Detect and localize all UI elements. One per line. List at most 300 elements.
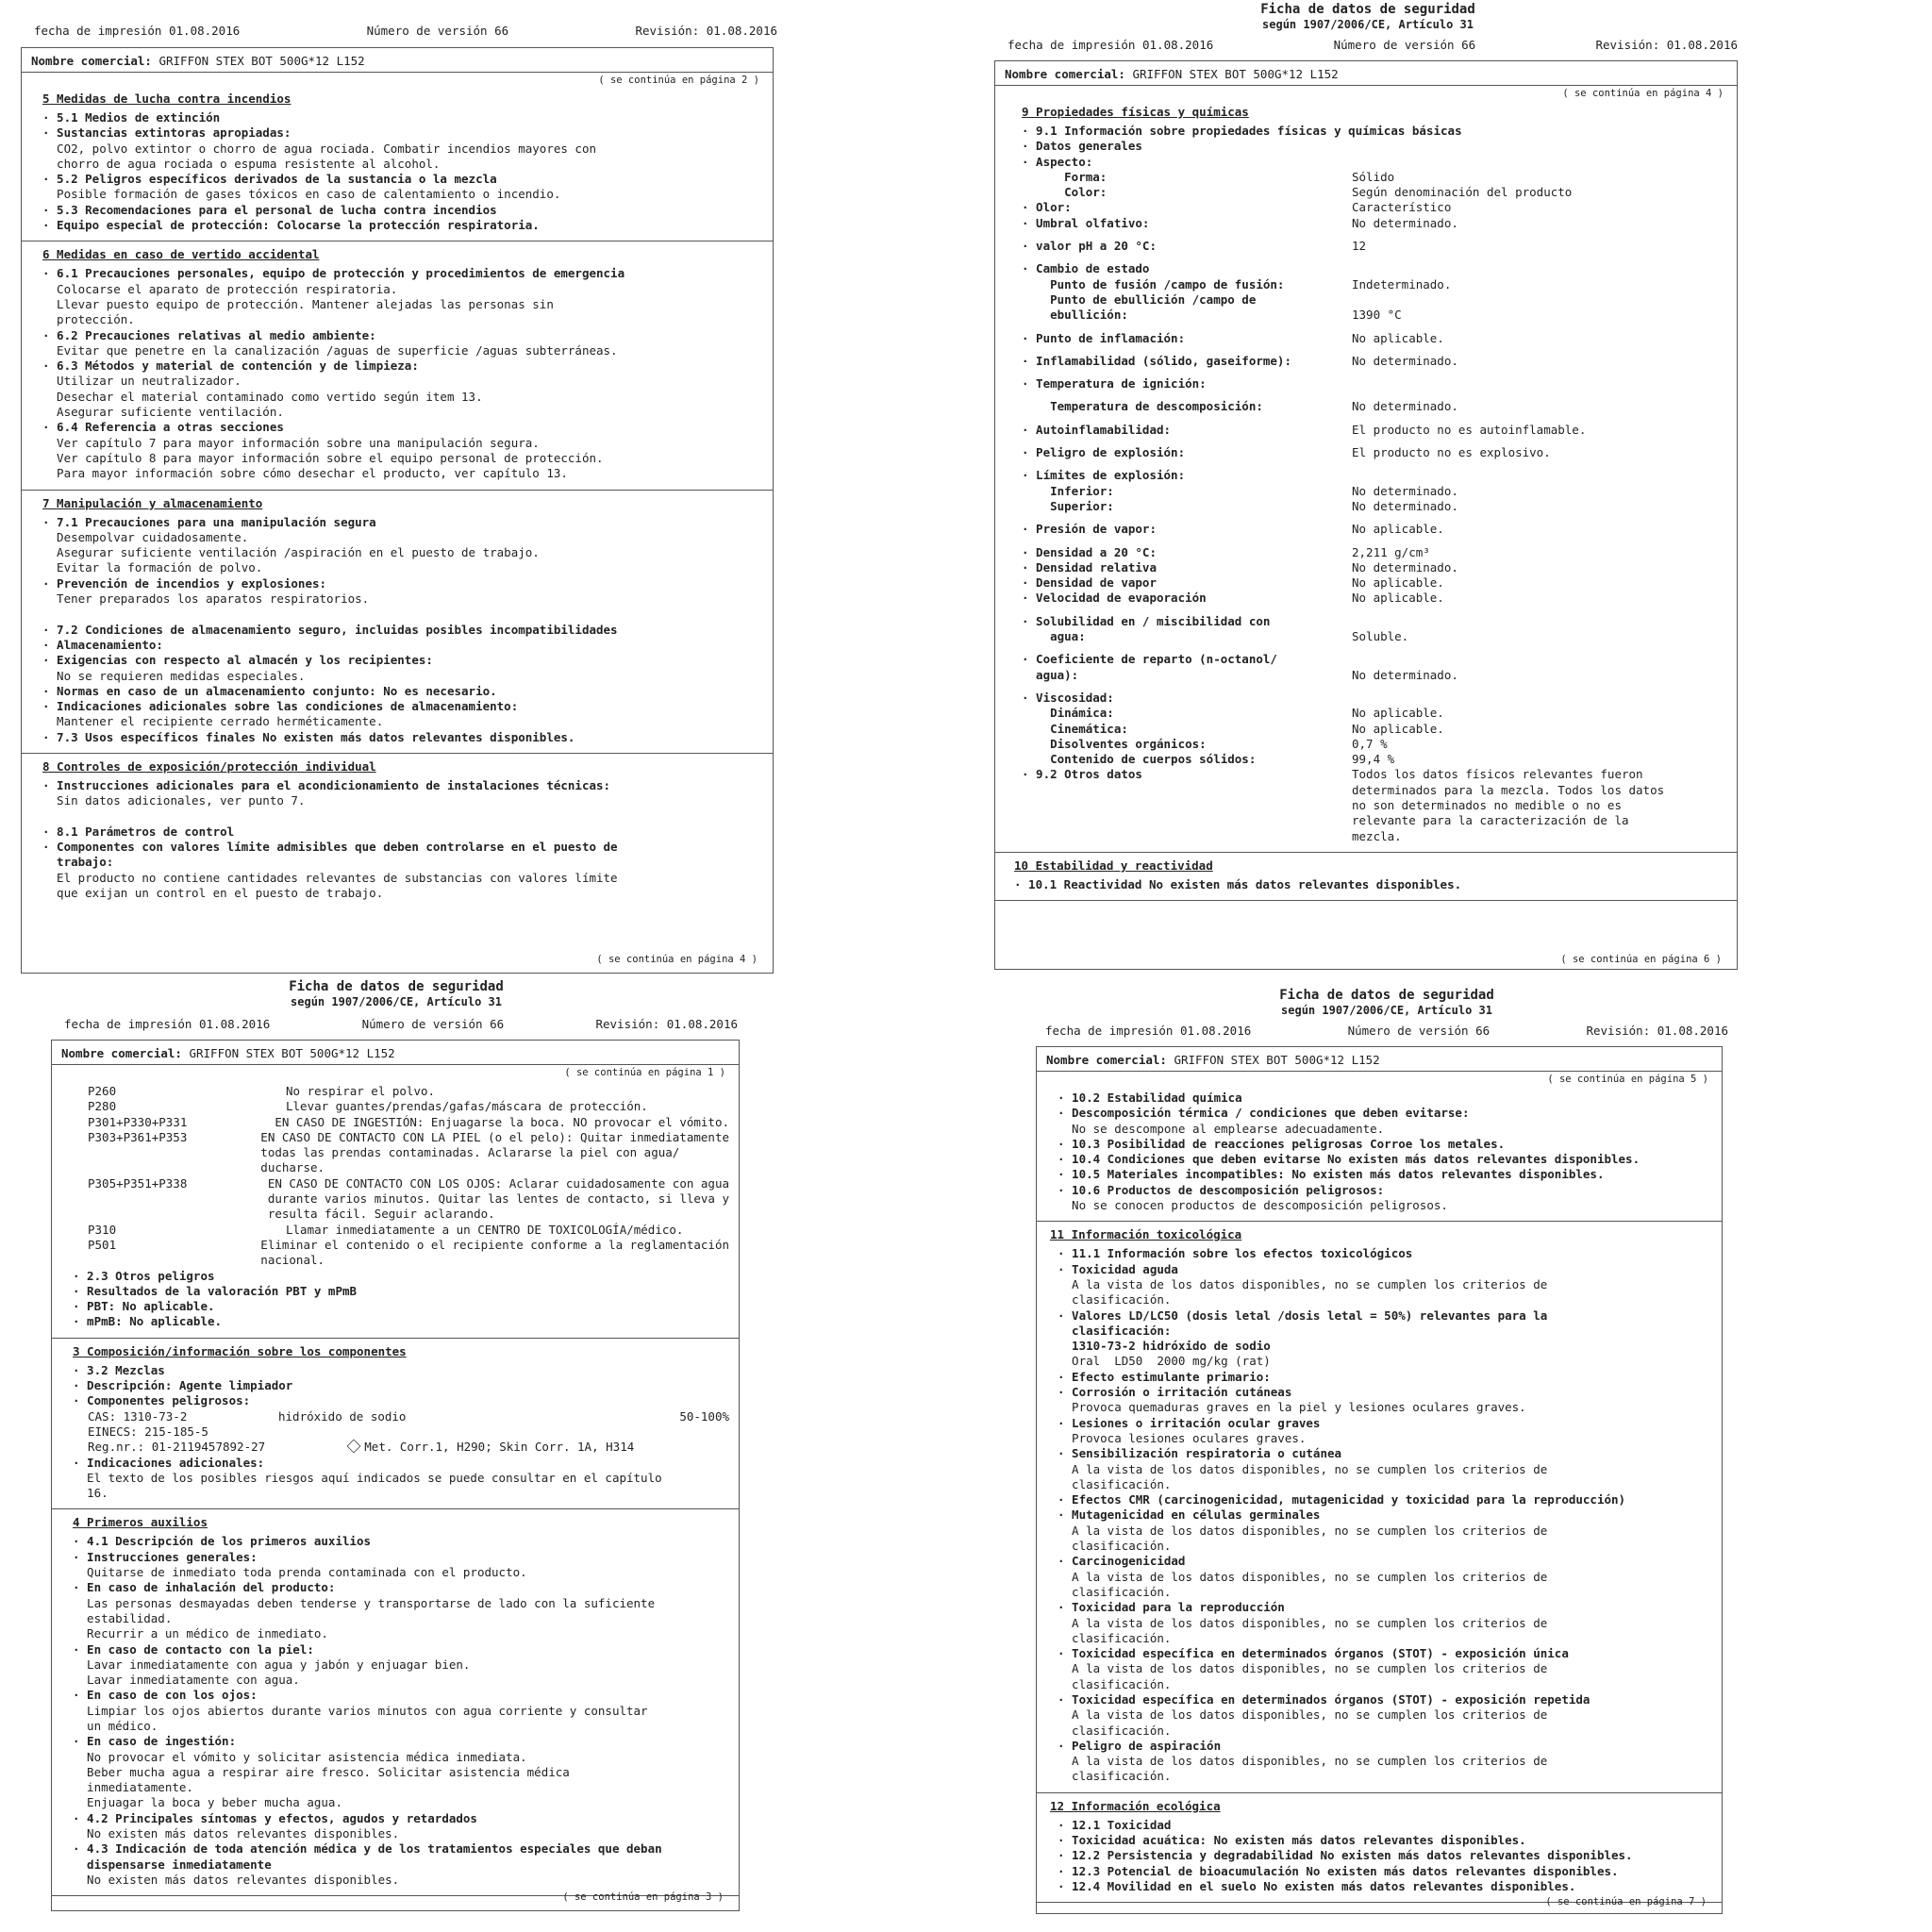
text-line: No se conocen productos de descomposición peligrosos. bbox=[1058, 1198, 1448, 1213]
component-reg: Reg.nr.: 01-2119457892-27 bbox=[88, 1440, 266, 1455]
text-line: clasificación. bbox=[1058, 1723, 1172, 1738]
text-line: estabilidad. bbox=[73, 1610, 173, 1625]
property-key: · 9.2 Otros datos bbox=[1022, 767, 1142, 782]
section-10-cont bbox=[1037, 1085, 1722, 1222]
text-line: · Sustancias extintoras apropiadas: bbox=[42, 125, 291, 141]
document-title bbox=[1170, 2, 1566, 32]
property-row bbox=[1022, 277, 1727, 292]
property-row bbox=[1022, 652, 1727, 667]
text-line: Evitar la formación de polvo. bbox=[42, 560, 263, 575]
property-value: No determinado. bbox=[1352, 559, 1458, 575]
text-line: · En caso de con los ojos: bbox=[73, 1688, 258, 1703]
text-line: · Descomposición térmica / condiciones que deben evitarse: bbox=[1058, 1106, 1470, 1121]
component-name: hidróxido de sodio bbox=[278, 1408, 407, 1424]
text-line: · Almacenamiento: bbox=[42, 637, 163, 652]
text-line: clasificación. bbox=[1058, 1539, 1172, 1554]
property-value: 1390 °C bbox=[1352, 308, 1402, 323]
property-value: No determinado. bbox=[1352, 667, 1458, 682]
trade-name-row bbox=[1037, 1047, 1722, 1072]
property-value: Soluble. bbox=[1352, 629, 1409, 644]
text-line: Tener preparados los aparatos respiratorios. bbox=[42, 591, 370, 607]
text-line: · 6.4 Referencia a otras secciones bbox=[42, 420, 284, 435]
text-line: · Toxicidad para la reproducción bbox=[1058, 1600, 1285, 1615]
version-number: Número de versión 66 bbox=[1347, 1024, 1491, 1038]
property-row bbox=[1022, 737, 1727, 752]
text-line: Sin datos adicionales, ver punto 7. bbox=[42, 793, 306, 808]
property-row bbox=[1022, 545, 1727, 560]
property-row bbox=[1022, 591, 1727, 606]
property-value: No aplicable. bbox=[1352, 522, 1444, 537]
continues-to: ( se continúa en página 7 ) bbox=[1545, 1896, 1707, 1907]
property-key: · Aspecto: bbox=[1022, 154, 1093, 169]
section-10 bbox=[995, 853, 1737, 901]
text-line: · 5.3 Recomendaciones para el personal de lucha contra incendios bbox=[42, 202, 497, 217]
property-key: Temperatura de descomposición: bbox=[1022, 399, 1263, 414]
section-12 bbox=[1037, 1793, 1722, 1903]
version-number: Número de versión 66 bbox=[366, 24, 509, 38]
text-line: Lavar inmediatamente con agua. bbox=[73, 1673, 300, 1688]
version-number: Número de versión 66 bbox=[361, 1017, 505, 1031]
text-line: protección. bbox=[42, 312, 135, 327]
text-line: · 12.3 Potencial de bioacumulación No existen más datos relevantes disponibles. bbox=[1058, 1863, 1619, 1878]
text-line: Asegurar suficiente ventilación /aspiración en el puesto de trabajo. bbox=[42, 545, 540, 560]
text-line: A la vista de los datos disponibles, no se cumplen los criterios de bbox=[1058, 1754, 1548, 1769]
document-subtitle: según 1907/2006/CE, Artículo 31 bbox=[291, 995, 502, 1008]
section-3-lines bbox=[73, 1363, 729, 1409]
section bbox=[22, 242, 773, 490]
page-top-left bbox=[19, 19, 792, 976]
precaution-code: P501 bbox=[88, 1237, 117, 1252]
continues-to: ( se continúa en página 6 ) bbox=[1560, 954, 1722, 965]
text-line: El producto no contiene cantidades relevantes de substancias con valores límite bbox=[42, 870, 618, 885]
precaution-row bbox=[88, 1115, 729, 1130]
text-line: inmediatamente. bbox=[73, 1780, 193, 1795]
property-key: agua): bbox=[1022, 667, 1079, 682]
text-line: No se requieren medidas especiales. bbox=[42, 668, 306, 683]
precaution-text: EN CASO DE CONTACTO CON LOS OJOS: Aclarar cuidadosamente con agua durante varios minutos. Quitar las lentes de contacto, si lleva y resulta fácil. Seguir aclarando. bbox=[267, 1175, 729, 1222]
text-line: A la vista de los datos disponibles, no se cumplen los criterios de bbox=[1058, 1569, 1548, 1584]
text-line: No se descompone al emplearse adecuadamente. bbox=[1058, 1121, 1385, 1136]
property-key: · Olor: bbox=[1022, 200, 1072, 215]
precaution-row bbox=[88, 1176, 729, 1223]
text-line: · Instrucciones adicionales para el acondicionamiento de instalaciones técnicas: bbox=[42, 777, 611, 792]
continued-from: ( se continúa en página 2 ) bbox=[598, 75, 759, 86]
property-key: Contenido de cuerpos sólidos: bbox=[1022, 752, 1257, 767]
text-line: · Normas en caso de un almacenamiento conjunto: No es necesario. bbox=[42, 683, 497, 698]
text-line: Posible formación de gases tóxicos en caso de calentamiento o incendio. bbox=[42, 187, 561, 202]
section-body bbox=[42, 515, 763, 745]
text-line: Limpiar los ojos abiertos durante varios minutos con agua corriente y consultar bbox=[73, 1703, 648, 1718]
section-heading: 4 Primeros auxilios bbox=[73, 1515, 208, 1530]
section-heading: 3 Composición/información sobre los componentes bbox=[73, 1343, 407, 1358]
text-line: El texto de los posibles riesgos aquí indicados se puede consultar en el capítulo bbox=[73, 1470, 662, 1485]
text-line: · Lesiones o irritación ocular graves bbox=[1058, 1415, 1321, 1430]
text-line: · 7.3 Usos específicos finales No existen más datos relevantes disponibles. bbox=[42, 729, 575, 744]
text-line: · Resultados de la valoración PBT y mPmB bbox=[73, 1283, 358, 1298]
text-line: · Indicaciones adicionales sobre las condiciones de almacenamiento: bbox=[42, 699, 519, 714]
text-line: Desempolvar cuidadosamente. bbox=[42, 529, 249, 544]
section-11 bbox=[1037, 1222, 1722, 1792]
section-heading: 10 Estabilidad y reactividad bbox=[1014, 858, 1213, 873]
property-row bbox=[1022, 185, 1727, 200]
section-12-lines bbox=[1050, 1818, 1712, 1894]
continued-from: ( se continúa en página 1 ) bbox=[564, 1067, 725, 1078]
property-key: Punto de fusión /campo de fusión: bbox=[1022, 276, 1285, 291]
section-heading: 11 Información toxicológica bbox=[1050, 1227, 1242, 1242]
component-row bbox=[73, 1409, 729, 1456]
continues-to: ( se continúa en página 3 ) bbox=[562, 1891, 724, 1903]
property-row bbox=[1022, 767, 1727, 843]
section-11-lines bbox=[1050, 1246, 1712, 1784]
section-body bbox=[42, 266, 763, 481]
property-key: Superior: bbox=[1022, 498, 1114, 513]
text-line: · En caso de inhalación del producto: bbox=[73, 1580, 336, 1595]
text-line: · 12.1 Toxicidad bbox=[1058, 1817, 1172, 1832]
text-line: · 2.3 Otros peligros bbox=[73, 1268, 215, 1283]
trade-name: GRIFFON STEX BOT 500G*12 L152 bbox=[158, 54, 365, 68]
text-line: · Componentes con valores límite admisibles que deben controlarse en el puesto de bbox=[42, 840, 618, 855]
precaution-row bbox=[88, 1084, 729, 1099]
text-line: · Sensibilización respiratoria o cutánea bbox=[1058, 1446, 1342, 1461]
property-row bbox=[1022, 331, 1727, 346]
text-line: Colocarse el aparato de protección respiratoria. bbox=[42, 281, 398, 296]
revision-date: Revisión: 01.08.2016 bbox=[1586, 1024, 1728, 1038]
property-row bbox=[1022, 706, 1727, 721]
text-line: 1310-73-2 hidróxido de sodio bbox=[1058, 1339, 1271, 1354]
document-title-text: Ficha de datos de seguridad bbox=[289, 979, 504, 994]
precaution-text: Llevar guantes/prendas/gafas/máscara de protección. bbox=[286, 1099, 648, 1114]
property-value: No aplicable. bbox=[1352, 721, 1444, 736]
property-row bbox=[1022, 614, 1727, 629]
trade-name-label: Nombre comercial: bbox=[1005, 67, 1125, 81]
text-line: · Exigencias con respecto al almacén y los recipientes: bbox=[42, 653, 433, 668]
version-number: Número de versión 66 bbox=[1333, 38, 1476, 52]
property-key: Cinemática: bbox=[1022, 721, 1128, 736]
property-row bbox=[1022, 139, 1727, 154]
property-row bbox=[1022, 170, 1727, 185]
section-heading: 9 Propiedades físicas y químicas bbox=[1022, 105, 1249, 119]
property-row bbox=[1022, 468, 1727, 483]
property-key: · Datos generales bbox=[1022, 139, 1142, 154]
precaution-row bbox=[88, 1099, 729, 1114]
text-line: · PBT: No aplicable. bbox=[73, 1299, 215, 1314]
text-line: 16. bbox=[73, 1486, 108, 1501]
property-key: · Solubilidad en / miscibilidad con bbox=[1022, 613, 1271, 628]
property-key: Color: bbox=[1022, 185, 1108, 200]
component-classes bbox=[273, 1424, 634, 1471]
continues-to: ( se continúa en página 4 ) bbox=[596, 954, 758, 965]
property-value: No determinado. bbox=[1352, 399, 1458, 414]
text-line: Recurrir a un médico de inmediato. bbox=[73, 1626, 328, 1641]
text-line: Lavar inmediatamente con agua y jabón y enjuagar bien. bbox=[73, 1657, 471, 1672]
property-value: Según denominación del producto bbox=[1352, 185, 1573, 200]
text-line: Evitar que penetre en la canalización /aguas de superficie /aguas subterráneas. bbox=[42, 342, 618, 358]
property-value: Todos los datos físicos relevantes fueron determinados para la mezcla. Todos los datos no son determinados no medible o no es relevante para la caracterización de la mezcla. bbox=[1352, 767, 1665, 843]
text-line: clasificación. bbox=[1058, 1676, 1172, 1691]
text-line: · 6.1 Precauciones personales, equipo de protección y procedimientos de emergencia bbox=[42, 266, 625, 281]
section-4 bbox=[52, 1509, 739, 1896]
text-line: Mantener el recipiente cerrado herméticamente. bbox=[42, 714, 384, 729]
text-line: · 4.1 Descripción de los primeros auxilios bbox=[73, 1534, 372, 1549]
property-value: No aplicable. bbox=[1352, 591, 1444, 606]
property-key: · Inflamabilidad (sólido, gaseiforme): bbox=[1022, 353, 1291, 368]
property-value: Sólido bbox=[1352, 169, 1395, 184]
property-row bbox=[1022, 445, 1727, 460]
precaution-row bbox=[88, 1223, 729, 1238]
text-line: · Carcinogenicidad bbox=[1058, 1554, 1186, 1569]
precaution-code: P303+P361+P353 bbox=[88, 1129, 188, 1144]
text-line: · Instrucciones generales: bbox=[73, 1549, 258, 1564]
precaution-text: EN CASO DE CONTACTO CON LA PIEL (o el pelo): Quitar inmediatamente todas las prendas contaminadas. Aclararse la piel con agua/ ducharse. bbox=[260, 1129, 729, 1175]
page-meta bbox=[64, 1017, 738, 1031]
page-frame bbox=[51, 1040, 740, 1911]
print-date: fecha de impresión 01.08.2016 bbox=[1045, 1024, 1252, 1038]
section-body bbox=[42, 110, 763, 233]
precaution-text: No respirar el polvo. bbox=[286, 1084, 436, 1098]
component-classes-text: Met. Corr.1, H290; Skin Corr. 1A, H314 bbox=[364, 1439, 635, 1454]
text-line: · 4.2 Principales síntomas y efectos, agudos y retardados bbox=[73, 1810, 477, 1825]
property-key: · Autoinflamabilidad: bbox=[1022, 422, 1172, 437]
text-line: · Equipo especial de protección: Colocarse la protección respiratoria. bbox=[42, 218, 540, 233]
text-line bbox=[42, 607, 763, 622]
text-line: Las personas desmayadas deben tenderse y transportarse de lado con la suficiente bbox=[73, 1595, 656, 1610]
page-frame bbox=[1036, 1046, 1723, 1914]
property-row bbox=[1022, 423, 1727, 438]
text-line: · 10.2 Estabilidad química bbox=[1058, 1091, 1242, 1105]
section-heading: 12 Información ecológica bbox=[1050, 1798, 1221, 1813]
text-line: · En caso de ingestión: bbox=[73, 1734, 237, 1749]
text-line: · 6.2 Precauciones relativas al medio ambiente: bbox=[42, 327, 376, 342]
text-line: trabajo: bbox=[42, 855, 114, 870]
property-key: · valor pH a 20 °C: bbox=[1022, 239, 1157, 254]
property-row bbox=[1022, 691, 1727, 706]
text-line: dispensarse inmediatamente bbox=[73, 1857, 272, 1872]
property-key: · 9.1 Información sobre propiedades físicas y químicas básicas bbox=[1022, 124, 1462, 138]
property-row bbox=[1022, 239, 1727, 254]
property-value: No determinado. bbox=[1352, 498, 1458, 513]
property-value: 12 bbox=[1352, 239, 1367, 254]
trade-name-label: Nombre comercial: bbox=[31, 54, 152, 68]
trade-name-label: Nombre comercial: bbox=[1046, 1053, 1167, 1067]
text-line: Ver capítulo 8 para mayor información sobre el equipo personal de protección. bbox=[42, 450, 604, 465]
section-body bbox=[42, 778, 763, 901]
property-key: Inferior: bbox=[1022, 483, 1114, 498]
property-row bbox=[1022, 629, 1727, 644]
precaution-code: P280 bbox=[88, 1099, 117, 1114]
text-line: · Efecto estimulante primario: bbox=[1058, 1369, 1271, 1384]
page-meta bbox=[34, 24, 777, 38]
property-row bbox=[1022, 399, 1727, 414]
property-row bbox=[1022, 216, 1727, 231]
text-line: · Toxicidad acuática: No existen más datos relevantes disponibles. bbox=[1058, 1833, 1526, 1848]
page-frame bbox=[21, 47, 774, 974]
precaution-code: P260 bbox=[88, 1084, 117, 1098]
document-subtitle: según 1907/2006/CE, Artículo 31 bbox=[1281, 1004, 1492, 1017]
text-line: A la vista de los datos disponibles, no se cumplen los criterios de bbox=[1058, 1615, 1548, 1630]
precaution-code: P310 bbox=[88, 1222, 117, 1237]
property-row bbox=[1022, 200, 1727, 215]
document-title-text: Ficha de datos de seguridad bbox=[1279, 988, 1494, 1003]
text-line: · Indicaciones adicionales: bbox=[73, 1455, 265, 1470]
component-range: 50-100% bbox=[679, 1408, 729, 1424]
page-frame bbox=[994, 60, 1738, 970]
property-key: · Densidad relativa bbox=[1022, 559, 1157, 575]
property-key: · Presión de vapor: bbox=[1022, 522, 1157, 537]
text-line: Oral LD50 2000 mg/kg (rat) bbox=[1058, 1354, 1271, 1369]
text-line: clasificación. bbox=[1058, 1476, 1172, 1491]
property-key: Disolventes orgánicos: bbox=[1022, 736, 1207, 751]
property-row bbox=[1022, 575, 1727, 591]
section-heading: 6 Medidas en caso de vertido accidental bbox=[42, 247, 320, 262]
property-key: · Temperatura de ignición: bbox=[1022, 376, 1207, 391]
text-line: · Toxicidad aguda bbox=[1058, 1261, 1178, 1276]
page-bottom-left bbox=[38, 977, 755, 1921]
text-line: · Toxicidad específica en determinados órganos (STOT) - exposición repetida bbox=[1058, 1691, 1591, 1707]
text-line: Beber mucha agua a respirar aire fresco. Solicitar asistencia médica bbox=[73, 1764, 570, 1779]
property-row bbox=[1022, 499, 1727, 514]
text-line: · 8.1 Parámetros de control bbox=[42, 824, 235, 839]
section-10-lines bbox=[1058, 1091, 1712, 1213]
trade-name: GRIFFON STEX BOT 500G*12 L152 bbox=[1174, 1053, 1380, 1067]
text-line: · 5.1 Medios de extinción bbox=[42, 110, 221, 125]
property-row bbox=[1022, 354, 1727, 369]
property-value: 2,211 g/cm³ bbox=[1352, 544, 1430, 559]
property-key: · Punto de inflamación: bbox=[1022, 330, 1186, 345]
property-row bbox=[1022, 292, 1727, 308]
property-row bbox=[1022, 261, 1727, 276]
property-key: · Peligro de explosión: bbox=[1022, 445, 1186, 460]
section-heading: 7 Manipulación y almacenamiento bbox=[42, 495, 263, 510]
property-value: El producto no es explosivo. bbox=[1352, 445, 1551, 460]
text-line: · 7.1 Precauciones para una manipulación segura bbox=[42, 514, 376, 529]
property-row bbox=[1022, 155, 1727, 170]
revision-date: Revisión: 01.08.2016 bbox=[1595, 38, 1738, 52]
sections-container bbox=[22, 86, 773, 908]
text-line: A la vista de los datos disponibles, no se cumplen los criterios de bbox=[1058, 1461, 1548, 1476]
property-value: No determinado. bbox=[1352, 215, 1458, 230]
precaution-codes bbox=[88, 1084, 729, 1269]
text-line: A la vista de los datos disponibles, no se cumplen los criterios de bbox=[1058, 1707, 1548, 1723]
text-line: Enjuagar la boca y beber mucha agua. bbox=[73, 1795, 342, 1810]
text-line: A la vista de los datos disponibles, no se cumplen los criterios de bbox=[1058, 1276, 1548, 1291]
print-date: fecha de impresión 01.08.2016 bbox=[64, 1017, 271, 1031]
text-line: · Toxicidad específica en determinados órganos (STOT) - exposición única bbox=[1058, 1646, 1569, 1661]
text-line: · mPmB: No aplicable. bbox=[73, 1314, 223, 1329]
page-bottom-right bbox=[1028, 986, 1745, 1924]
text-line: Llevar puesto equipo de protección. Mantener alejadas las personas sin bbox=[42, 296, 554, 311]
page-meta bbox=[1008, 38, 1738, 52]
property-key: · Viscosidad: bbox=[1022, 690, 1114, 705]
revision-date: Revisión: 01.08.2016 bbox=[595, 1017, 738, 1031]
section-heading: 8 Controles de exposición/protección individual bbox=[42, 758, 376, 774]
component-einecs: EINECS: 215-185-5 bbox=[88, 1424, 208, 1439]
text-line: Desechar el material contaminado como vertido según item 13. bbox=[42, 389, 483, 404]
properties-list bbox=[1022, 124, 1727, 844]
precaution-row bbox=[88, 1130, 729, 1176]
precaution-text: Eliminar el contenido o el recipiente conforme a la reglamentación nacional. bbox=[260, 1237, 729, 1268]
text-line: No existen más datos relevantes disponibles. bbox=[73, 1872, 400, 1887]
section bbox=[22, 491, 773, 754]
document-title-text: Ficha de datos de seguridad bbox=[1260, 2, 1475, 17]
print-date: fecha de impresión 01.08.2016 bbox=[34, 24, 241, 38]
section bbox=[22, 754, 773, 908]
text-line: No provocar el vómito y solicitar asistencia médica inmediata. bbox=[73, 1749, 527, 1764]
text-line: Para mayor información sobre cómo desechar el producto, ver capítulo 13. bbox=[42, 466, 568, 481]
property-value: No determinado. bbox=[1352, 483, 1458, 498]
property-row bbox=[1022, 722, 1727, 737]
continued-from: ( se continúa en página 5 ) bbox=[1547, 1074, 1708, 1085]
property-row bbox=[1022, 124, 1727, 139]
property-key: Forma: bbox=[1022, 169, 1108, 184]
text-line: · Mutagenicidad en células germinales bbox=[1058, 1507, 1321, 1523]
precaution-code: P305+P351+P338 bbox=[88, 1175, 188, 1191]
text-line: A la vista de los datos disponibles, no se cumplen los criterios de bbox=[1058, 1523, 1548, 1538]
other-hazards bbox=[73, 1269, 729, 1330]
text-line: clasificación: bbox=[1058, 1323, 1172, 1338]
text-line: clasificación. bbox=[1058, 1292, 1172, 1307]
print-date: fecha de impresión 01.08.2016 bbox=[1008, 38, 1214, 52]
property-value: El producto no es autoinflamable. bbox=[1352, 422, 1587, 437]
property-value: Indeterminado. bbox=[1352, 276, 1452, 291]
property-value: 99,4 % bbox=[1352, 752, 1395, 767]
trade-name-row bbox=[995, 61, 1737, 86]
section-2-tail bbox=[52, 1078, 739, 1339]
section-heading: 5 Medidas de lucha contra incendios bbox=[42, 92, 291, 106]
text-line: · Valores LD/LC50 (dosis letal /dosis letal = 50%) relevantes para la bbox=[1058, 1307, 1548, 1323]
text-line: · 12.4 Movilidad en el suelo No existen más datos relevantes disponibles. bbox=[1058, 1878, 1576, 1893]
text-line: que exijan un control en el puesto de trabajo. bbox=[42, 886, 384, 901]
text-line: Utilizar un neutralizador. bbox=[42, 374, 242, 389]
section-4-lines bbox=[73, 1534, 729, 1888]
trade-name-label: Nombre comercial: bbox=[61, 1046, 182, 1060]
precaution-text: Llamar inmediatamente a un CENTRO DE TOXICOLOGÍA/médico. bbox=[286, 1222, 684, 1237]
property-key: · Densidad de vapor bbox=[1022, 575, 1157, 591]
property-key: · Densidad a 20 °C: bbox=[1022, 544, 1157, 559]
text-line: · En caso de contacto con la piel: bbox=[73, 1641, 314, 1657]
property-key: agua: bbox=[1022, 629, 1086, 644]
text-line: Provoca lesiones oculares graves. bbox=[1058, 1430, 1307, 1445]
corrosive-hazard-icon bbox=[347, 1440, 361, 1454]
page-top-right bbox=[981, 0, 1755, 976]
property-key: ebullición: bbox=[1022, 308, 1128, 323]
text-line: · 5.2 Peligros específicos derivados de la sustancia o la mezcla bbox=[42, 172, 497, 187]
text-line: No existen más datos relevantes disponibles. bbox=[73, 1826, 400, 1841]
document-title bbox=[179, 979, 613, 1009]
property-key: · Límites de explosión: bbox=[1022, 468, 1186, 483]
text-line: · 10.6 Productos de descomposición peligrosos: bbox=[1058, 1182, 1385, 1197]
text-line: Quitarse de inmediato toda prenda contaminada con el producto. bbox=[73, 1565, 527, 1580]
text-line: · 10.5 Materiales incompatibles: No existen más datos relevantes disponibles. bbox=[1058, 1167, 1605, 1182]
section bbox=[22, 86, 773, 242]
trade-name-row bbox=[52, 1041, 739, 1065]
document-title bbox=[1170, 988, 1604, 1018]
text-line: · 10.4 Condiciones que deben evitarse No existen más datos relevantes disponibles. bbox=[1058, 1152, 1641, 1167]
text-line: · 10.3 Posibilidad de reacciones peligrosas Corroe los metales. bbox=[1058, 1136, 1506, 1151]
property-value: No determinado. bbox=[1352, 353, 1458, 368]
property-row bbox=[1022, 308, 1727, 323]
property-row bbox=[1022, 668, 1727, 683]
text-line: · Efectos CMR (carcinogenicidad, mutagenicidad y toxicidad para la reproducción) bbox=[1058, 1492, 1626, 1507]
text-line: clasificación. bbox=[1058, 1769, 1172, 1784]
text-line: · Corrosión o irritación cutáneas bbox=[1058, 1385, 1292, 1400]
section-9 bbox=[995, 99, 1737, 853]
text-line: Provoca quemaduras graves en la piel y lesiones oculares graves. bbox=[1058, 1400, 1526, 1415]
trade-name-row bbox=[22, 48, 773, 73]
text-line: · 3.2 Mezclas bbox=[73, 1362, 165, 1377]
property-row bbox=[1022, 560, 1727, 575]
text-line: CO2, polvo extintor o chorro de agua rociada. Combatir incendios mayores con bbox=[42, 141, 596, 156]
document-subtitle: según 1907/2006/CE, Artículo 31 bbox=[1262, 18, 1474, 31]
